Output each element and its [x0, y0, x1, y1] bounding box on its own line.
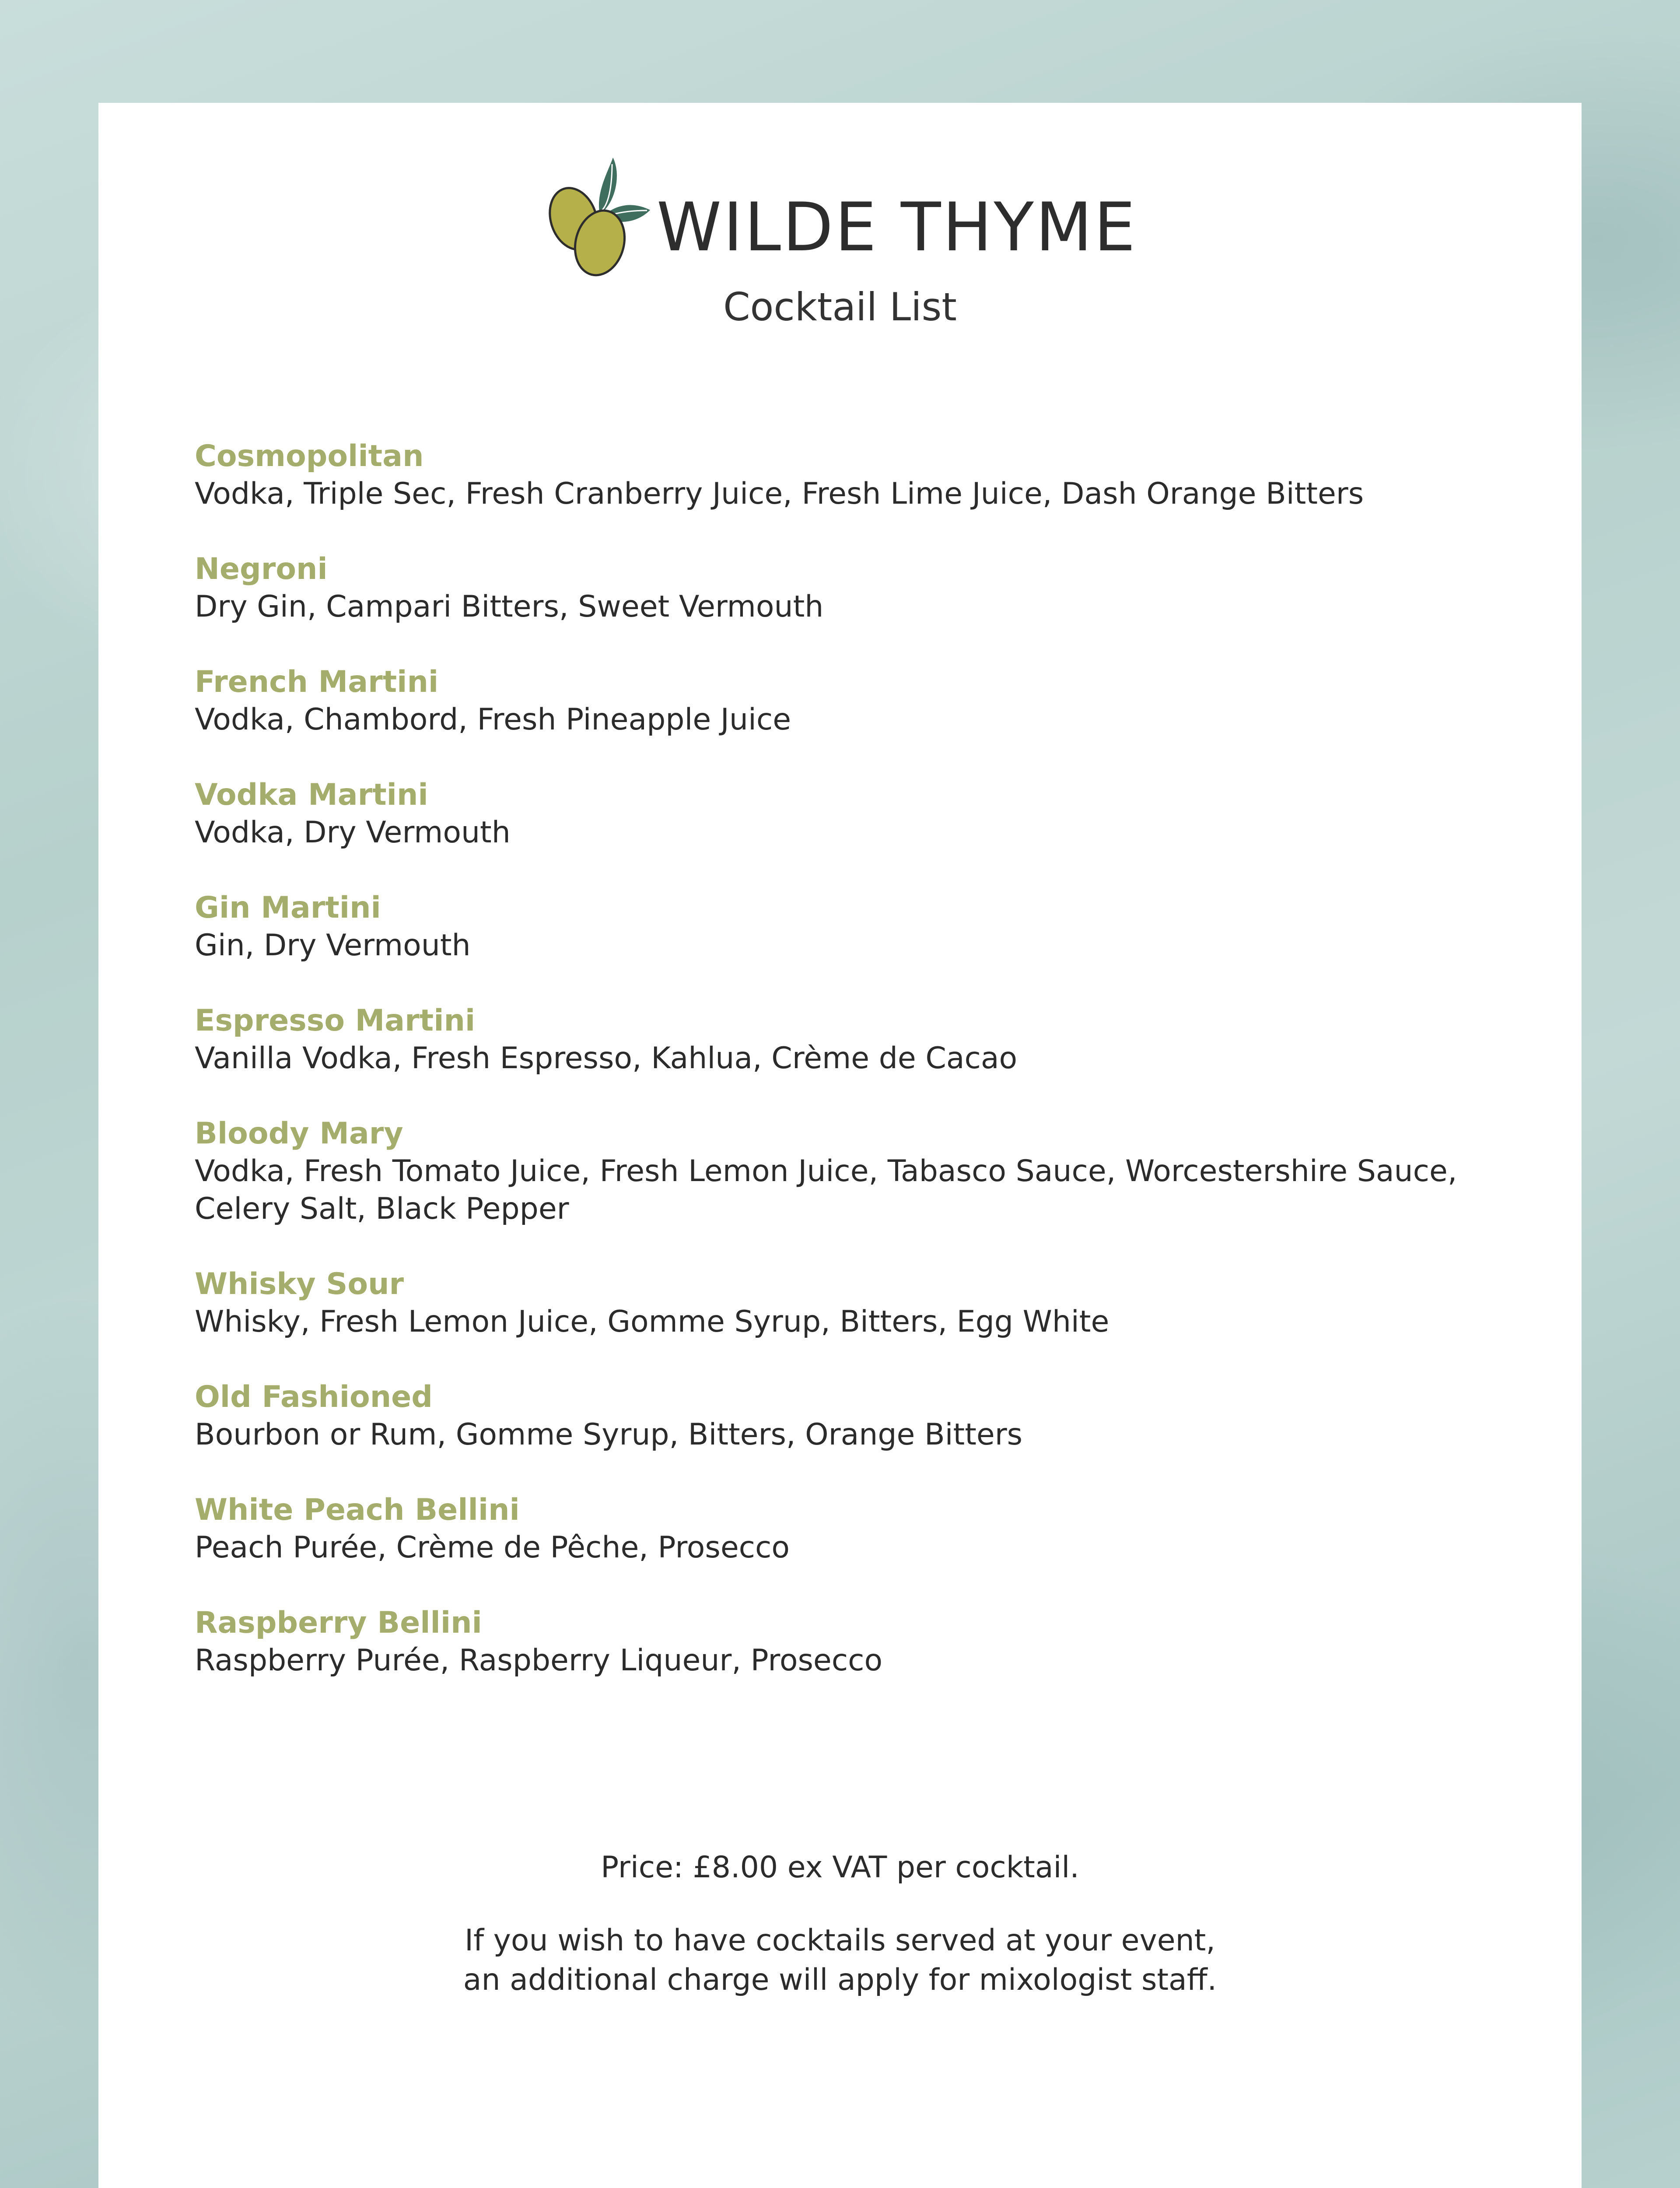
header [98, 155, 1582, 330]
list-item [195, 1378, 1485, 1454]
cocktail-name: Bloody Mary [195, 1116, 403, 1151]
list-item [195, 438, 1485, 513]
list-item [195, 1491, 1485, 1567]
cocktail-ingredients: Raspberry Purée, Raspberry Liqueur, Prosecco [195, 1643, 883, 1678]
cocktail-name: White Peach Bellini [195, 1493, 520, 1527]
list-item [195, 1266, 1485, 1341]
logo [543, 155, 1137, 278]
staff-note-line-1: If you wish to have cocktails served at your event, [465, 1923, 1215, 1958]
price-note: Price: £8.00 ex VAT per cocktail. [601, 1850, 1079, 1885]
page-title: Cocktail List [723, 284, 957, 330]
cocktail-ingredients: Vodka, Fresh Tomato Juice, Fresh Lemon Juice, Tabasco Sauce, Worcestershire Sauce, Celery Salt, Black Pepper [195, 1154, 1457, 1226]
cocktail-name: Vodka Martini [195, 778, 428, 812]
brand-name: WILDE THYME [656, 189, 1138, 266]
cocktail-name: Whisky Sour [195, 1267, 404, 1301]
staff-note [98, 1921, 1582, 2000]
cocktail-list [195, 438, 1485, 1717]
list-item [195, 776, 1485, 852]
cocktail-ingredients: Whisky, Fresh Lemon Juice, Gomme Syrup, Bitters, Egg White [195, 1304, 1110, 1339]
cocktail-ingredients: Vodka, Triple Sec, Fresh Cranberry Juice, Fresh Lime Juice, Dash Orange Bitters [195, 477, 1364, 511]
list-item [195, 1604, 1485, 1680]
cocktail-name: Espresso Martini [195, 1003, 476, 1038]
cocktail-ingredients: Bourbon or Rum, Gomme Syrup, Bitters, Orange Bitters [195, 1417, 1023, 1452]
cocktail-name: Old Fashioned [195, 1380, 433, 1414]
list-item [195, 889, 1485, 964]
list-item [195, 551, 1485, 626]
cocktail-name: French Martini [195, 665, 439, 699]
menu-page [98, 103, 1582, 2188]
cocktail-ingredients: Dry Gin, Campari Bitters, Sweet Vermouth [195, 589, 824, 624]
cocktail-name: Gin Martini [195, 891, 381, 925]
list-item [195, 1115, 1485, 1228]
list-item [195, 1002, 1485, 1077]
cocktail-name: Cosmopolitan [195, 439, 424, 473]
staff-note-line-2: an additional charge will apply for mixologist staff. [463, 1963, 1217, 1997]
cocktail-ingredients: Vodka, Chambord, Fresh Pineapple Juice [195, 702, 791, 737]
olive-leaves-icon [543, 155, 652, 278]
list-item [195, 663, 1485, 739]
cocktail-ingredients: Gin, Dry Vermouth [195, 928, 471, 963]
cocktail-ingredients: Peach Purée, Crème de Pêche, Prosecco [195, 1530, 790, 1565]
cocktail-name: Raspberry Bellini [195, 1606, 482, 1640]
cocktail-name: Negroni [195, 552, 328, 586]
cocktail-ingredients: Vodka, Dry Vermouth [195, 815, 511, 850]
cocktail-ingredients: Vanilla Vodka, Fresh Espresso, Kahlua, Crème de Cacao [195, 1041, 1018, 1076]
